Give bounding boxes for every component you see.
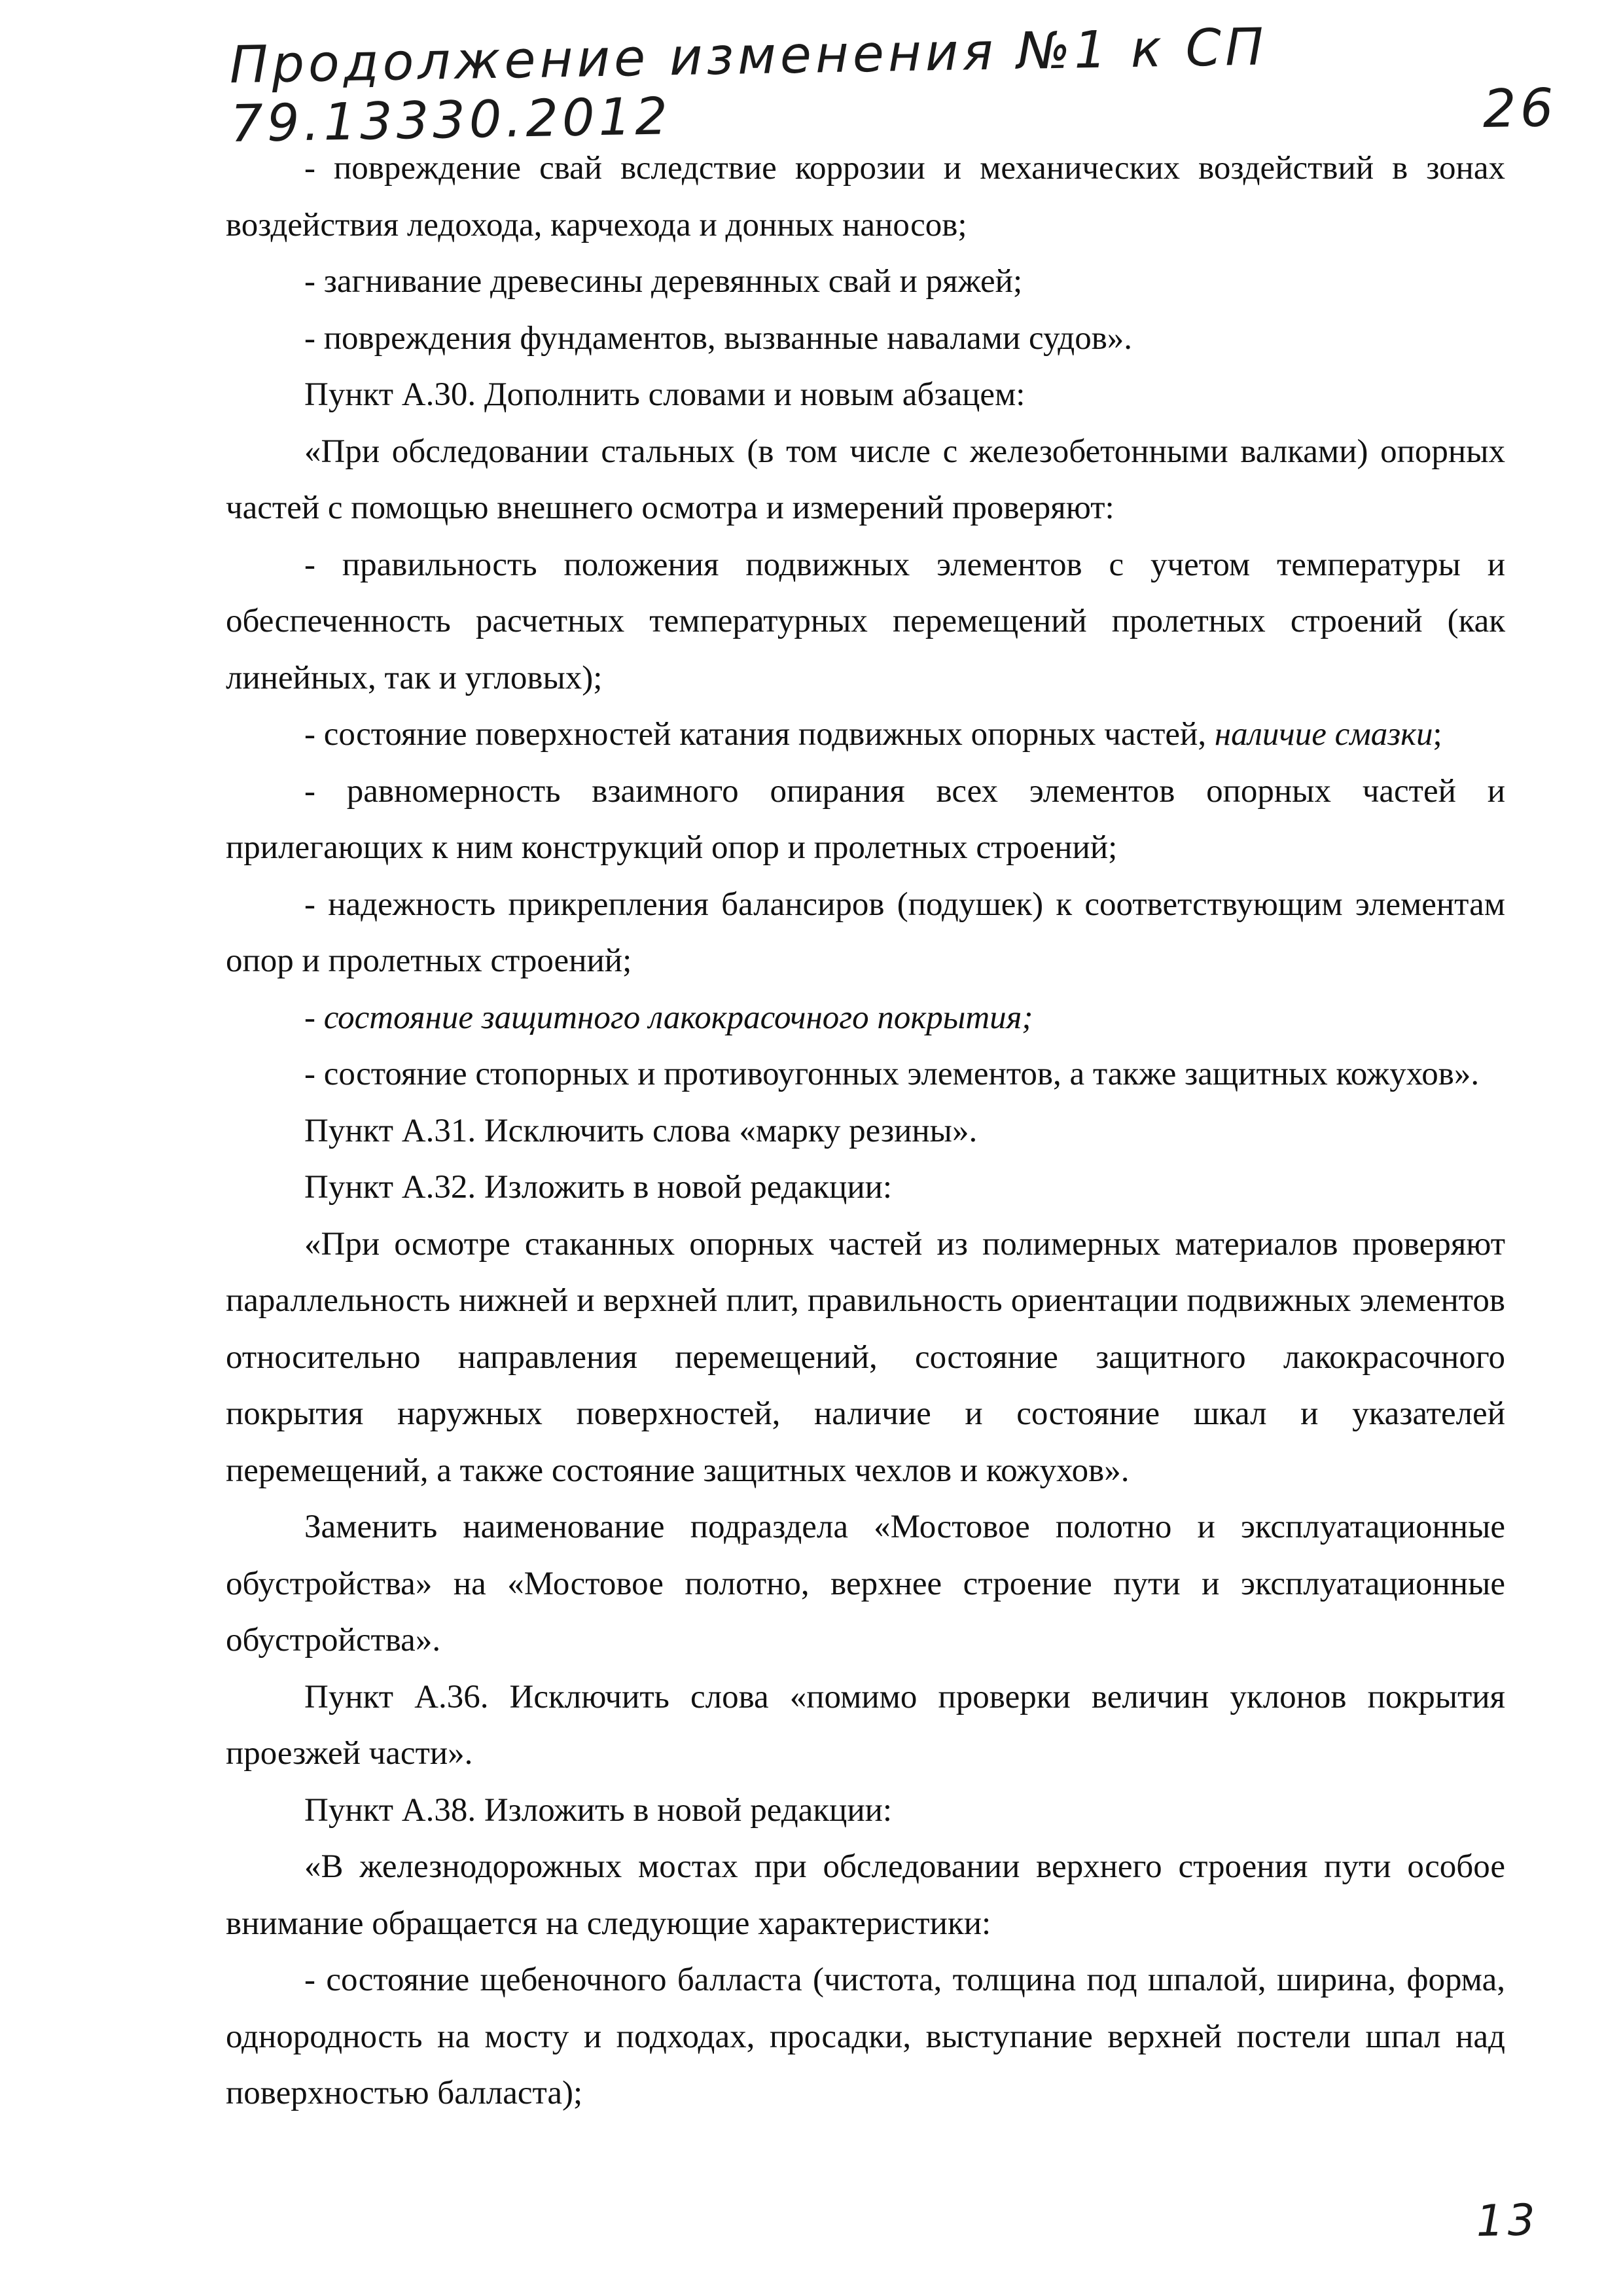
paragraph: «В железнодорожных мостах при обследовании верхнего строения пути особое внимание обращается на следующие характеристики: xyxy=(226,1848,1505,1942)
paragraph: - повреждение свай вследствие коррозии и механических воздействий в зонах воздействия ледохода, карчехода и донных наносов; xyxy=(226,150,1505,243)
paragraph: Заменить наименование подраздела «Мостовое полотно и эксплуатационные обустройства» на «Мостовое полотно, верхнее строение пути и эксплуатационные обустройства». xyxy=(226,1509,1505,1659)
paragraph xyxy=(226,706,1505,763)
paragraph xyxy=(226,990,1505,1047)
paragraph: - надежность прикрепления балансиров (подушек) к соответствующим элементам опор и пролетных строений; xyxy=(226,886,1505,979)
paragraph: «При осмотре стаканных опорных частей из полимерных материалов проверяют параллельность нижней и верхней плит, правильность ориентации подвижных элементов относительно направления перемещений, состояние защитного лакокрасочного покрытия наружных поверхностей, наличие и состояние шкал и указателей перемещений, а также состояние защитных чехлов и кожухов». xyxy=(226,1225,1505,1489)
paragraph: «При обследовании стальных (в том числе с железобетонными валками) опорных частей с помощью внешнего осмотра и измерений проверяют: xyxy=(226,433,1505,526)
paragraph: Пункт А.31. Исключить слова «марку резины». xyxy=(304,1112,978,1149)
handwritten-header: Продолжение изменения №1 к СП 79.13330.2012 xyxy=(229,18,1268,154)
paragraph: Пункт А.32. Изложить в новой редакции: xyxy=(304,1169,893,1206)
paragraph: - загнивание древесины деревянных свай и ряжей; xyxy=(304,263,1023,300)
paragraph-text: - состояние поверхностей катания подвижных опорных частей, xyxy=(304,716,1215,753)
paragraph: - правильность положения подвижных элементов с учетом температуры и обеспеченность расчетных температурных перемещений пролетных строений (как линейных, так и угловых); xyxy=(226,546,1505,696)
paragraph-tail: ; xyxy=(1433,716,1442,753)
paragraph-text: - xyxy=(304,999,324,1036)
paragraph: Пункт А.36. Исключить слова «помимо проверки величин уклонов покрытия проезжей части». xyxy=(226,1678,1505,1772)
paragraph-emphasis: наличие смазки xyxy=(1214,716,1433,753)
paragraph: Пункт А.30. Дополнить словами и новым абзацем: xyxy=(304,376,1026,413)
body-text xyxy=(226,140,1505,2122)
handwritten-sheet-number: 13 xyxy=(1476,2195,1540,2246)
paragraph-emphasis: состояние защитного лакокрасочного покрытия; xyxy=(323,999,1033,1036)
paragraph: - состояние стопорных и противоугонных элементов, а также защитных кожухов». xyxy=(304,1056,1480,1092)
handwritten-page-number: 26 xyxy=(1482,77,1558,139)
paragraph: - состояние щебеночного балласта (чистота, толщина под шпалой, ширина, форма, однородность на мосту и подходах, просадки, выступание верхней постели шпал над поверхностью балласта); xyxy=(226,1962,1505,2111)
paragraph: - повреждения фундаментов, вызванные навалами судов». xyxy=(304,319,1133,357)
paragraph: Пункт А.38. Изложить в новой редакции: xyxy=(304,1791,893,1829)
paragraph: - равномерность взаимного опирания всех элементов опорных частей и прилегающих к ним конструкций опор и пролетных строений; xyxy=(226,772,1505,866)
